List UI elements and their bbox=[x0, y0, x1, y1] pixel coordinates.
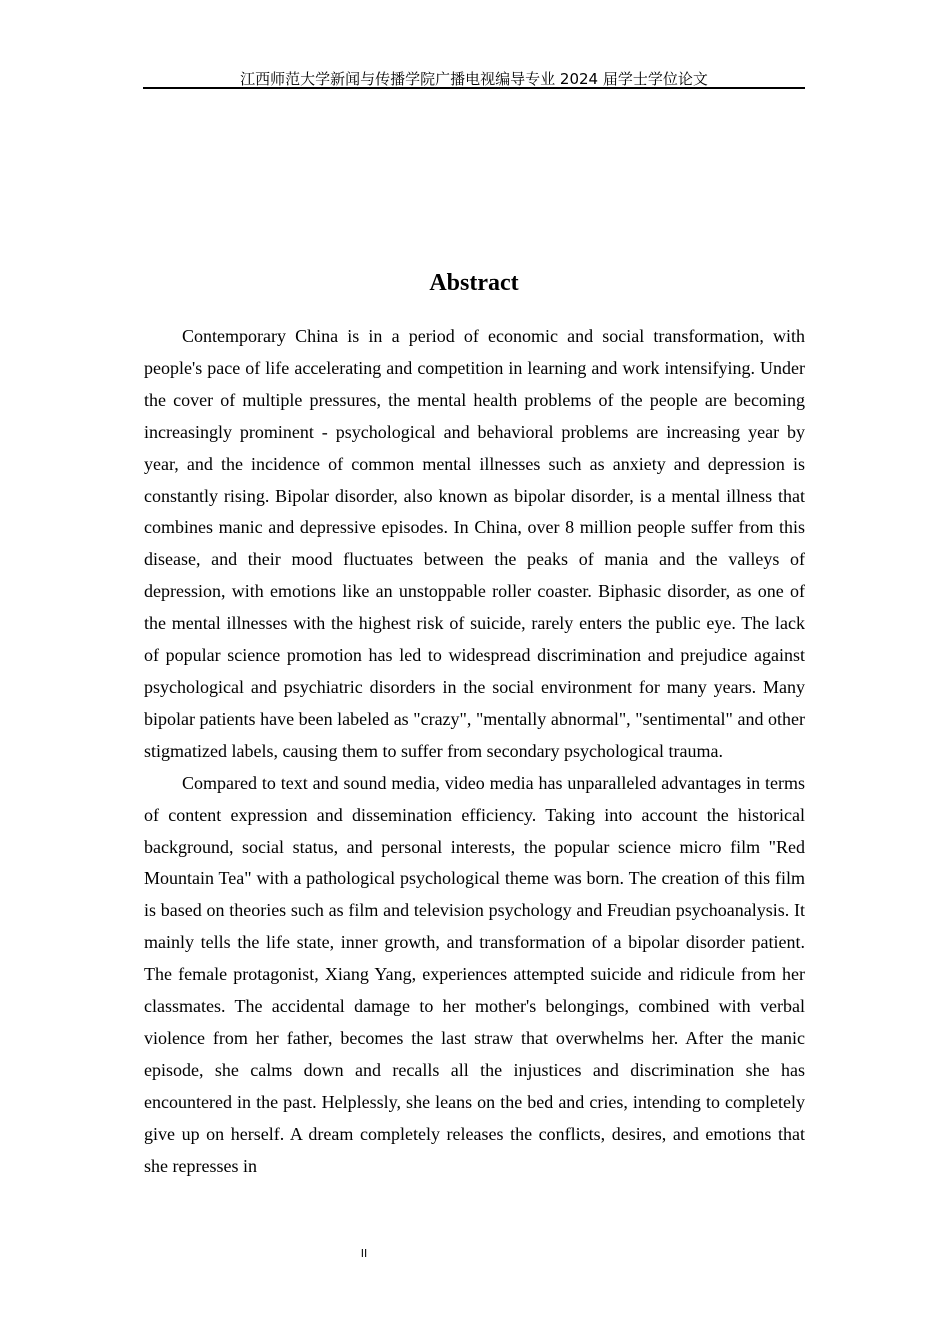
page-number: II bbox=[360, 1247, 368, 1260]
abstract-body bbox=[144, 321, 805, 1182]
abstract-paragraph-1: Contemporary China is in a period of economic and social transformation, with people's pace of life accelerating and competition in learning and work intensifying. Under the cover of multiple pressures, the mental health problems of the people are becoming increasingly prominent - psychological and behavioral problems are increasing year by year, and the incidence of common mental illnesses such as anxiety and depression is constantly rising. Bipolar disorder, also known as bipolar disorder, is a mental illness that combines manic and depressive episodes. In China, over 8 million people suffer from this disease, and their mood fluctuates between the peaks of mania and the valleys of depression, with emotions like an unstoppable roller coaster. Biphasic disorder, as one of the mental illnesses with the highest risk of suicide, rarely enters the public eye. The lack of popular science promotion has led to widespread discrimination and prejudice against psychological and psychiatric disorders in the social environment for many years. Many bipolar patients have been labeled as "crazy", "mentally abnormal", "sentimental" and other stigmatized labels, causing them to suffer from secondary psychological trauma. bbox=[144, 326, 805, 761]
header-rule bbox=[143, 87, 805, 89]
abstract-paragraph-2: Compared to text and sound media, video media has unparalleled advantages in terms of content expression and dissemination efficiency. Taking into account the historical background, social status, and personal interests, the popular science micro film "Red Mountain Tea" with a pathological psychological theme was born. The creation of this film is based on theories such as film and television psychology and Freudian psychoanalysis. It mainly tells the life state, inner growth, and transformation of a bipolar disorder patient. The female protagonist, Xiang Yang, experiences attempted suicide and ridicule from her classmates. The accidental damage to her mother's belongings, combined with verbal violence from her father, becomes the last straw that overwhelms her. After the manic episode, she calms down and recalls all the injustices and discrimination she has encountered in the past. Helplessly, she leans on the bed and cries, intending to completely give up on herself. A dream completely releases the conflicts, desires, and emotions that she represses in bbox=[144, 772, 805, 1176]
abstract-title: Abstract bbox=[429, 270, 519, 296]
running-header: 江西师范大学新闻与传播学院广播电视编导专业 2024 届学士学位论文 bbox=[240, 70, 708, 88]
